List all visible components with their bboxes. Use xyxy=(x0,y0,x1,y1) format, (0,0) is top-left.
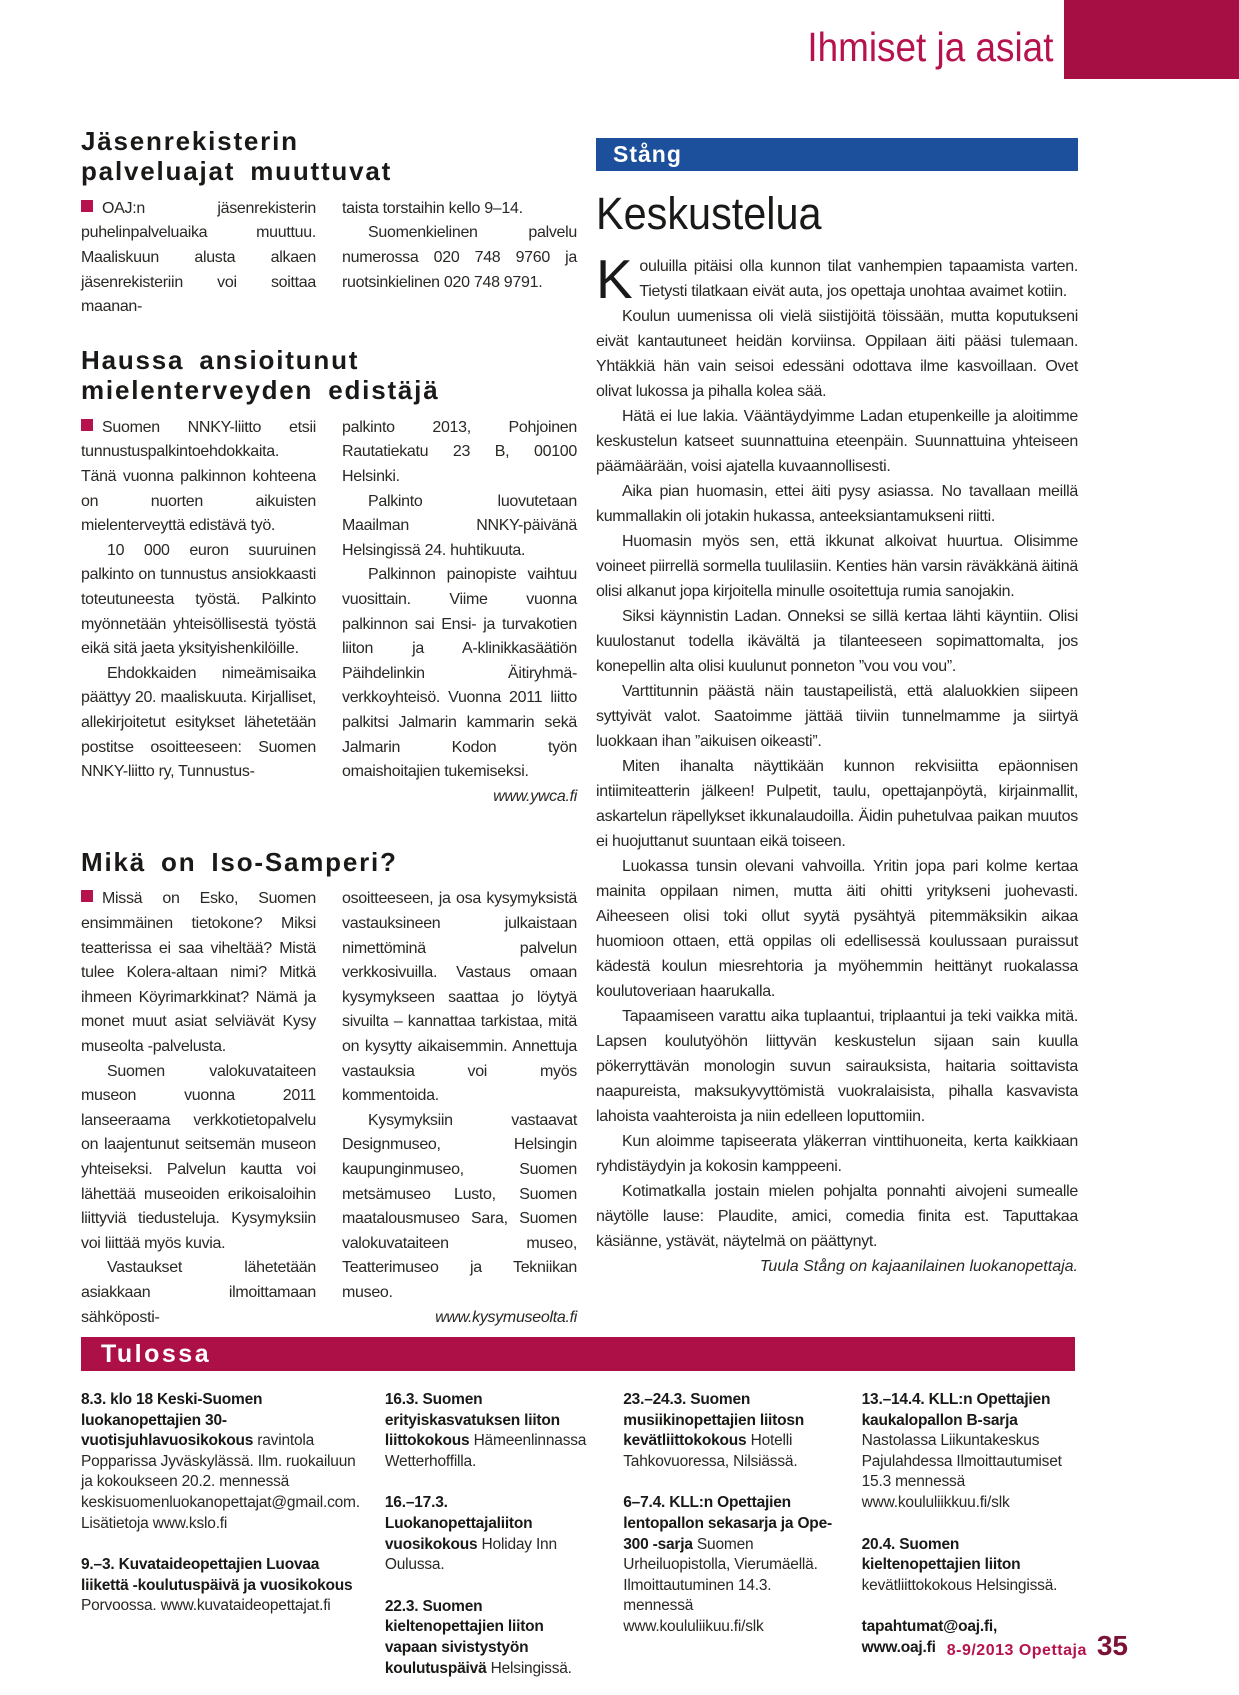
article-column-2 xyxy=(342,197,577,320)
upcoming-banner xyxy=(81,1337,1075,1371)
paragraph: Hätä ei lue lakia. Vääntäydyimme Ladan etupenkeille ja aloitimme keskustelun katseet suunnattuina eteenpäin. Suunnattuina yhteiseen päämäärään, voisi ajatella kuvaannollisesti. xyxy=(596,408,1078,475)
paragraph: Kun aloimme tapiseerata yläkerran vinttihuoneita, kerta kaikkiaan ryhdistäydyin ja kokosin kamppeeni. xyxy=(596,1133,1078,1175)
article-title: Jäsenrekisterin palveluajat muuttuvat xyxy=(81,126,393,187)
article-column-1 xyxy=(81,416,316,810)
kicker-bar xyxy=(596,138,1078,171)
corner-accent-block xyxy=(1064,0,1239,79)
event-item xyxy=(623,1390,836,1472)
paragraph: Siksi käynnistin Ladan. Onneksi se sillä kertaa lähti käyntiin. Olisi kuulostanut todella ikävältä ja tilanteeseen sopimattomalta, jos konepellin alta olisi kuulunut ponneton ”vou vou vou”. xyxy=(596,608,1078,675)
article-column-2 xyxy=(342,887,577,1330)
event-detail: Holiday Inn Oulussa. xyxy=(384,1535,557,1574)
event-lead: 9.–3. Kuvataideopettajien Luovaa liikettä -koulutuspäivä ja vuosikokous xyxy=(81,1556,353,1594)
article-columns xyxy=(81,416,578,810)
paragraph: Koulun uumenissa oli vielä siistijöitä töissään, mutta koputukseni eivät kantautuneet heidän korviinsa. Oppilaan äiti pääsi tulemaan. Yhtäkkiä hän vain seisoi edessäni odottava ilme kasvoillaan. Ovet olivat lukossa ja pihalla kolea sää. xyxy=(596,308,1078,400)
paragraph: Vastaukset lähetetään asiakkaan ilmoittamaan sähköposti- xyxy=(81,1259,316,1326)
event-item xyxy=(385,1597,598,1679)
article-columns xyxy=(81,887,578,1330)
event-lead: 20.4. Suomen kieltenopettajien liiton xyxy=(861,1535,1021,1574)
event-lead: 23.–24.3. Suomen musiikinopettajien liitosn kevätliittokokous xyxy=(623,1391,805,1450)
article-columns xyxy=(81,197,578,320)
paragraph: OAJ:n jäsenrekisterin puhelinpalveluaika muuttuu. Maaliskuun alusta alkaen jäsenrekisteriin voi soittaa maanan- xyxy=(81,197,316,320)
event-detail: Nastolassa Liikuntakeskus Pajulahdessa Ilmoittautumiset 15.3 mennessä www.koululiikkuu.fi/slk xyxy=(861,1432,1062,1511)
event-item xyxy=(81,1555,360,1617)
article-title: Mikä on Iso-Samperi? xyxy=(81,847,398,877)
article-column-1 xyxy=(81,197,316,320)
article-iso-samperi xyxy=(81,847,578,1330)
event-detail: kevätliittokokous Helsingissä. xyxy=(861,1576,1058,1594)
paragraph: Luokassa tunsin olevani vahvoilla. Yritin jopa pari kolme kertaa mainita oppilaan nimen, mutta äiti ohitti yritykseni juohevasti. Aiheeseen olisi toki ollut syytä pysähtyä pitemmäksikin aikaa huomioon ottaen, että oppilas oli edellisessä koulussaan puraissut kädestä koulun miesrehtoria ja myöhemmin heittänyt ruokalassa koulutoveriaan haarukalla. xyxy=(596,858,1078,1000)
opinion-column xyxy=(596,138,1078,1276)
paragraph: Ehdokkaiden nimeämisaika päättyy 20. maaliskuuta. Kirjalliset, allekirjoitetut esitykset lähetetään postitse osoitteeseen: Suomen NNKY-liitto ry, Tunnustus- xyxy=(81,664,316,781)
article-column-1 xyxy=(81,887,316,1330)
paragraph: Huomasin myös sen, että ikkunat alkoivat huurtua. Olisimme voineet piirrellä sormella tuulilasiin. Kenties hän varsin räväkkänä äitinä olisi alkanut jopa kirjoitella minulle osoitettuja rumia sanojakin. xyxy=(596,533,1078,600)
events-column-1 xyxy=(81,1390,360,1695)
event-detail: Hotelli Tahkovuoressa, Nilsiässä. xyxy=(623,1432,798,1470)
event-detail: Helsingissä. xyxy=(490,1659,572,1677)
article-column-2 xyxy=(342,416,577,810)
article-member-register xyxy=(81,126,578,320)
paragraph: Aika pian huomasin, ettei äiti pysy asiassa. No tavallaan meillä kummallakin oli jotakin hukassa, anteeksiantamukseni riitti. xyxy=(596,483,1078,525)
event-item xyxy=(81,1390,360,1534)
event-item xyxy=(862,1390,1075,1514)
paragraph: 10 000 euron suuruinen palkinto on tunnustus ansiokkaasti toteutuneesta työstä. Palkinto myönnetään yhteisöllisestä työstä eikä sitä jaeta yksityishenkilöille. xyxy=(81,541,316,658)
footer-page-number: 35 xyxy=(1096,1630,1128,1661)
paragraph: www.kysymuseolta.fi xyxy=(435,1308,577,1326)
upcoming-section xyxy=(81,1337,1075,1695)
paragraph: Miten ihanalta näyttikään kunnon rekvisiitta epäonnisen intiimiteatterin jälkeen! Pulpetit, taulu, opettajanpöytä, kirjainmallit, askartelun räpellykset ikkunalaudoilla. Äidin puhetulvaa paikan muutos ei huojuttanut suuntaan eikä toiseen. xyxy=(596,758,1078,850)
column-body xyxy=(596,248,1078,1254)
footer-issue: 8-9/2013 Opettaja xyxy=(946,1642,1087,1659)
paragraph: Kotimatkalla jostain mielen pohjalta ponnahti aivojeni sumealle näytölle lause: Plaudite, amici, comedia finita est. Taputtakaa käsiänne, ystävät, näytelmä on päättynyt. xyxy=(596,1183,1078,1250)
column-title: Keskustelua xyxy=(596,188,822,239)
paragraph: Varttitunnin päästä näin taustapeilistä, että alaluokkien siipeen syttyivät valot. Saatoimme jättää tiiviin tunnelmamme ja siirtyä luokkaan ihan ”aikuisen oikeasti”. xyxy=(596,683,1078,750)
event-detail: Hämeenlinnassa Wetterhoffilla. xyxy=(384,1432,587,1470)
events-column-3 xyxy=(623,1390,836,1695)
events-column-2 xyxy=(385,1390,598,1695)
paragraph: Tapaamiseen varattu aika tuplaantui, triplaantui ja teki vaikka mitä. Lapsen koulutyöhön liittyvän keskustelun sijaan sain kuulla pökerryttävän monologin suvun sairauksista, haitaria soittavista naapureista, maksukyvyttömistä vuokralaisista, pihalla kasvavista lahoista vaahteroista ja niin edelleen loputtomiin. xyxy=(596,1008,1078,1125)
paragraph: Kouluilla pitäisi olla kunnon tilat vanhempien tapaamista varten. Tietysti tilatkaan eivät auta, jos opettaja unohtaa avaimet kotiin. xyxy=(596,248,1078,310)
article-title: Haussa ansioitunut mielenterveyden edistäjä xyxy=(81,345,440,406)
paragraph: taista torstaihin kello 9–14. xyxy=(342,199,523,217)
event-detail: Porvoossa. www.kuvataideopettajat.fi xyxy=(81,1597,331,1615)
event-lead: tapahtumat@oaj.fi, www.oaj.fi xyxy=(861,1618,998,1656)
event-lead: 13.–14.4. KLL:n Opettajien kaukalopallon B-sarja xyxy=(861,1391,1051,1429)
upcoming-title: Tulossa xyxy=(101,1340,212,1368)
column-byline: Tuula Stång on kajaanilainen luokanopettaja. xyxy=(759,1258,1078,1275)
events-grid xyxy=(81,1390,1075,1695)
event-item xyxy=(623,1493,836,1637)
event-lead: 16.–17.3. Luokanopettajaliiton vuosikokous xyxy=(384,1494,533,1553)
kicker-label: Stång xyxy=(613,141,682,167)
paragraph: Palkinnon painopiste vaihtuu vuosittain. Viime vuonna palkinnon sai Ensi- ja turvakotien liiton ja A-klinikkasäätiön Päihdelinkin Äitiryhmä-verkkoyhteisö. Vuonna 2011 liitto palkitsi Jalmarin kammarin sekä Jalmarin Kodon työn omaishoitajien tukemiseksi. xyxy=(342,566,577,781)
event-item xyxy=(385,1493,598,1575)
event-item xyxy=(385,1390,598,1472)
paragraph: osoitteeseen, ja osa kysymyksistä vastauksineen julkaistaan nimettöminä palvelun verkkosivuilla. Vastaus omaan kysymykseen saattaa jo löytyä sivuilta – kannattaa tarkistaa, mitä on kysytty aikaisemmin. Annettuja vastauksia voi myös kommentoida. xyxy=(342,890,577,1105)
event-lead: 6–7.4. KLL:n Opettajien lentopallon sekasarja ja Ope-300 -sarja xyxy=(623,1494,832,1553)
paragraph: www.ywca.fi xyxy=(493,787,577,805)
paragraph: Suomenkielinen palvelu numerossa 020 748 9760 ja ruotsinkielinen 020 748 9791. xyxy=(342,224,577,291)
paragraph: Palkinto luovutetaan Maailman NNKY-päivänä Helsingissä 24. huhtikuuta. xyxy=(342,492,577,559)
event-lead: 22.3. Suomen kieltenopettajien liiton vapaan sivistystyön koulutuspäivä xyxy=(384,1597,544,1677)
section-label: Ihmiset ja asiat xyxy=(806,24,1053,70)
paragraph: Suomen NNKY-liitto etsii tunnustuspalkintoehdokkaita. Tänä vuonna palkinnon kohteena on nuorten aikuisten mielenterveyttä edistävä työ. xyxy=(81,416,316,539)
article-mental-health-award xyxy=(81,345,578,809)
event-lead: 8.3. klo 18 Keski-Suomen luokanopettajien 30-vuotisjuhlavuosikokous xyxy=(81,1391,263,1450)
paragraph: palkinto 2013, Pohjoinen Rautatiekatu 23 B, 00100 Helsinki. xyxy=(342,418,577,485)
event-lead: 16.3. Suomen erityiskasvatuksen liiton liittokokous xyxy=(384,1391,560,1450)
event-item xyxy=(862,1535,1075,1597)
event-detail: Suomen Urheiluopistolla, Vierumäellä. Ilmoittautuminen 14.3. mennessä www.koululiikuu.fi/slk xyxy=(623,1535,818,1635)
event-detail: ravintola Popparissa Jyväskylässä. Ilm. ruokailuun ja kokoukseen 20.2. mennessä keskisuomenluokanopettajat@gmail.com. Lisätietoja www.kslo.fi xyxy=(81,1432,360,1532)
paragraph: Suomen valokuvataiteen museon vuonna 2011 lanseeraama verkkotietopalvelu on laajentunut seitsemän museon yhteiseksi. Palvelun kautta voi lähettää museoiden erikoisaloihin liittyviä tiedusteluja. Kysymyksiin voi liittää myös kuvia. xyxy=(81,1062,316,1252)
paragraph: Missä on Esko, Suomen ensimmäinen tietokone? Miksi teatterissa ei saa viheltää? Mistä tulee Kolera-altaan nimi? Mitkä ihmeen Köyrimarkkinat? Nämä ja monet muut asiat selviävät Kysy museolta -palvelusta. xyxy=(81,887,316,1059)
paragraph: Kysymyksiin vastaavat Designmuseo, Helsingin kaupunginmuseo, Suomen metsämuseo Lusto, Suomen maatalousmuseo Sara, Suomen valokuvataiteen museo, Teatterimuseo ja Tekniikan museo. xyxy=(342,1111,577,1301)
page-footer xyxy=(947,1630,1128,1662)
